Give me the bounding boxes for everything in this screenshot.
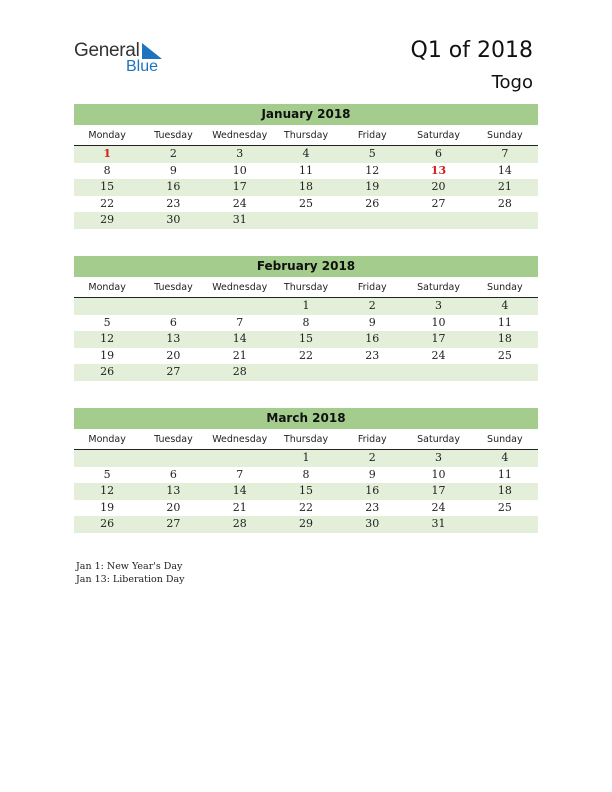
day-cell: 30 <box>166 213 181 226</box>
week-rows <box>74 450 538 533</box>
weekday-label: Wednesday <box>212 282 268 293</box>
day-cell <box>472 364 538 381</box>
day-cell: 25 <box>497 348 512 362</box>
day-cell: 4 <box>501 299 509 312</box>
day-cell <box>207 298 273 315</box>
day-cell <box>472 516 538 533</box>
day-cell: 14 <box>232 484 247 497</box>
weekday-label: Thursday <box>283 282 329 293</box>
day-cell: 20 <box>431 180 446 193</box>
weekday-label: Saturday <box>417 282 460 293</box>
day-cell: 14 <box>497 163 512 177</box>
day-cell: 15 <box>100 180 115 193</box>
day-cell: 8 <box>302 315 310 329</box>
weekday-label: Tuesday <box>154 434 193 445</box>
weekday-label: Tuesday <box>154 282 193 293</box>
weekday-label: Saturday <box>417 130 460 141</box>
general-blue-logo <box>74 40 184 80</box>
holiday-note: Jan 13: Liberation Day <box>76 574 185 585</box>
month-header: March 2018 <box>74 408 538 429</box>
day-cell: 18 <box>497 484 512 497</box>
week-row <box>74 331 538 348</box>
day-cell: 4 <box>501 451 509 464</box>
day-cell: 23 <box>365 348 380 362</box>
day-cell: 26 <box>365 196 380 210</box>
day-cell: 28 <box>232 517 247 530</box>
day-cell: 25 <box>298 196 313 210</box>
day-cell <box>339 364 405 381</box>
day-cell: 13 <box>430 163 447 177</box>
weekday-label: Monday <box>88 434 126 445</box>
page-title: Q1 of 2018 <box>410 38 533 63</box>
day-cell: 6 <box>435 147 443 160</box>
day-cell <box>405 212 471 229</box>
day-cell: 22 <box>298 500 313 514</box>
day-cell: 10 <box>232 163 247 177</box>
weekday-label: Wednesday <box>212 130 268 141</box>
week-row <box>74 212 538 229</box>
day-cell: 7 <box>501 147 509 160</box>
holiday-note: Jan 1: New Year's Day <box>76 561 183 572</box>
weekday-header-row <box>74 431 538 450</box>
day-cell: 4 <box>302 147 310 160</box>
day-cell: 5 <box>368 147 376 160</box>
weekday-label: Thursday <box>283 434 329 445</box>
day-cell: 2 <box>368 299 376 312</box>
day-cell: 24 <box>232 196 247 210</box>
logo-triangle-icon <box>140 43 162 59</box>
week-row <box>74 500 538 517</box>
day-cell: 23 <box>166 196 181 210</box>
day-cell: 15 <box>298 332 313 345</box>
day-cell: 9 <box>368 315 376 329</box>
day-cell: 3 <box>435 451 443 464</box>
day-cell: 25 <box>497 500 512 514</box>
day-cell: 14 <box>232 332 247 345</box>
weekday-label: Friday <box>357 434 387 445</box>
week-row <box>74 450 538 467</box>
day-cell: 18 <box>497 332 512 345</box>
day-cell: 28 <box>232 365 247 378</box>
weekday-header-row <box>74 279 538 298</box>
month-header: February 2018 <box>74 256 538 277</box>
day-cell <box>140 298 206 315</box>
week-row <box>74 348 538 365</box>
month-header: January 2018 <box>74 104 538 125</box>
month-calendar-january <box>74 104 538 229</box>
day-cell: 21 <box>232 500 247 514</box>
day-cell <box>273 364 339 381</box>
day-cell: 20 <box>166 348 181 362</box>
day-cell: 6 <box>169 315 177 329</box>
day-cell: 26 <box>100 365 115 378</box>
weekday-label: Sunday <box>487 434 523 445</box>
day-cell: 9 <box>169 163 177 177</box>
weekday-label: Thursday <box>283 130 329 141</box>
day-cell: 11 <box>497 467 512 481</box>
day-cell: 19 <box>100 348 115 362</box>
day-cell: 2 <box>169 147 177 160</box>
day-cell: 23 <box>365 500 380 514</box>
logo-blue-text: Blue <box>126 58 159 75</box>
day-cell: 30 <box>365 517 380 530</box>
week-row <box>74 315 538 332</box>
day-cell: 11 <box>497 315 512 329</box>
weekday-label: Monday <box>88 282 126 293</box>
day-cell: 24 <box>431 348 446 362</box>
day-cell: 17 <box>431 332 446 345</box>
day-cell: 27 <box>166 517 181 530</box>
day-cell: 7 <box>236 467 244 481</box>
day-cell: 8 <box>302 467 310 481</box>
week-rows <box>74 298 538 381</box>
day-cell: 2 <box>368 451 376 464</box>
day-cell: 22 <box>100 196 115 210</box>
week-row <box>74 483 538 500</box>
day-cell: 21 <box>497 180 512 193</box>
day-cell: 10 <box>431 315 446 329</box>
week-row <box>74 163 538 180</box>
day-cell <box>273 212 339 229</box>
day-cell: 19 <box>100 500 115 514</box>
day-cell <box>405 364 471 381</box>
day-cell <box>74 450 140 467</box>
day-cell: 31 <box>431 517 446 530</box>
day-cell: 15 <box>298 484 313 497</box>
day-cell: 8 <box>103 163 111 177</box>
day-cell: 20 <box>166 500 181 514</box>
weekday-label: Friday <box>357 282 387 293</box>
week-row <box>74 179 538 196</box>
day-cell: 28 <box>497 196 512 210</box>
holiday-notes <box>76 560 185 586</box>
day-cell: 17 <box>232 180 247 193</box>
day-cell: 3 <box>435 299 443 312</box>
day-cell <box>74 298 140 315</box>
day-cell: 26 <box>100 517 115 530</box>
week-row <box>74 146 538 163</box>
weekday-label: Sunday <box>487 130 523 141</box>
day-cell: 11 <box>298 163 313 177</box>
day-cell: 12 <box>365 163 380 177</box>
day-cell <box>339 212 405 229</box>
day-cell: 18 <box>298 180 313 193</box>
day-cell: 19 <box>365 180 380 193</box>
day-cell: 17 <box>431 484 446 497</box>
week-row <box>74 364 538 381</box>
weekday-label: Saturday <box>417 434 460 445</box>
weekday-label: Friday <box>357 130 387 141</box>
day-cell: 31 <box>232 213 247 226</box>
day-cell: 22 <box>298 348 313 362</box>
day-cell: 13 <box>166 484 181 497</box>
day-cell: 1 <box>302 451 310 464</box>
weekday-header-row <box>74 127 538 146</box>
day-cell: 1 <box>302 299 310 312</box>
week-row <box>74 196 538 213</box>
day-cell: 9 <box>368 467 376 481</box>
weekday-label: Wednesday <box>212 434 268 445</box>
day-cell: 16 <box>365 332 380 345</box>
day-cell: 3 <box>236 147 244 160</box>
country-name: Togo <box>491 72 533 93</box>
day-cell: 27 <box>431 196 446 210</box>
weekday-label: Tuesday <box>154 130 193 141</box>
day-cell: 16 <box>365 484 380 497</box>
day-cell: 5 <box>103 467 111 481</box>
day-cell: 27 <box>166 365 181 378</box>
week-rows <box>74 146 538 229</box>
month-calendar-february <box>74 256 538 381</box>
day-cell: 7 <box>236 315 244 329</box>
week-row <box>74 467 538 484</box>
day-cell <box>207 450 273 467</box>
day-cell: 29 <box>298 517 313 530</box>
week-row <box>74 298 538 315</box>
day-cell: 13 <box>166 332 181 345</box>
day-cell: 6 <box>169 467 177 481</box>
month-calendar-march <box>74 408 538 533</box>
day-cell: 21 <box>232 348 247 362</box>
day-cell <box>140 450 206 467</box>
weekday-label: Monday <box>88 130 126 141</box>
day-cell: 12 <box>100 484 115 497</box>
week-row <box>74 516 538 533</box>
day-cell: 12 <box>100 332 115 345</box>
day-cell: 1 <box>103 147 111 160</box>
day-cell: 16 <box>166 180 181 193</box>
day-cell: 24 <box>431 500 446 514</box>
logo-general-text: General <box>74 40 140 61</box>
day-cell <box>472 212 538 229</box>
day-cell: 10 <box>431 467 446 481</box>
day-cell: 5 <box>103 315 111 329</box>
day-cell: 29 <box>100 213 115 226</box>
weekday-label: Sunday <box>487 282 523 293</box>
